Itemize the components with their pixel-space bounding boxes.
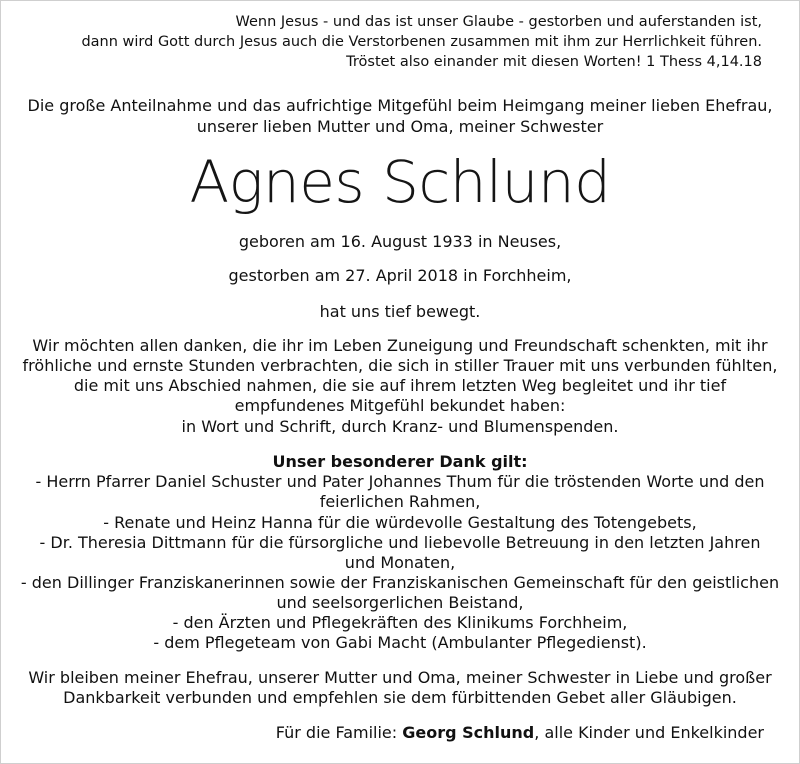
special-line-8: - den Ärzten und Pflegekräften des Klinikums Forchheim, xyxy=(172,613,628,632)
signature-prefix: Für die Familie: xyxy=(275,723,403,742)
thanks-line-2: fröhliche und ernste Stunden verbrachten, die sich in stiller Trauer mit uns verbunden fühlten, xyxy=(22,356,778,375)
closing-line-2: Dankbarkeit verbunden und empfehlen sie dem fürbittenden Gebet aller Gläubigen. xyxy=(63,688,737,707)
death-line: gestorben am 27. April 2018 in Forchheim, xyxy=(228,266,572,285)
thanks-line-5: in Wort und Schrift, durch Kranz- und Blumenspenden. xyxy=(181,417,619,436)
special-line-3: - Renate und Heinz Hanna für die würdevolle Gestaltung des Totengebets, xyxy=(103,513,697,532)
deceased-name: Agnes Schlund xyxy=(189,148,611,216)
special-line-9: - dem Pflegeteam von Gabi Macht (Ambulanter Pflegedienst). xyxy=(153,633,647,652)
closing-line-1: Wir bleiben meiner Ehefrau, unserer Mutter und Oma, meiner Schwester in Liebe und großer xyxy=(28,668,772,687)
special-thanks-heading: Unser besonderer Dank gilt: xyxy=(272,452,528,471)
signature-name: Georg Schlund xyxy=(402,723,535,742)
verse-line-1: Wenn Jesus - und das ist unser Glaube - gestorben und auferstanden ist, xyxy=(235,14,762,30)
special-line-7: und seelsorgerlichen Beistand, xyxy=(276,593,524,612)
moved-line: hat uns tief bewegt. xyxy=(319,302,481,321)
thanks-line-3: die mit uns Abschied nahmen, die sie auf ihrem letzten Weg begleitet und ihr tief xyxy=(73,376,727,395)
verse-line-3: Tröstet also einander mit diesen Worten! 1 Thess 4,14.18 xyxy=(346,54,762,70)
special-line-4: - Dr. Theresia Dittmann für die fürsorgliche und liebevolle Betreuung in den letzten Jahren xyxy=(39,533,761,552)
verse-line-2: dann wird Gott durch Jesus auch die Verstorbenen zusammen mit ihm zur Herrlichkeit führen. xyxy=(81,34,762,50)
thanks-line-4: empfundenes Mitgefühl bekundet haben: xyxy=(234,396,566,415)
special-line-6: - den Dillinger Franziskanerinnen sowie der Franziskanischen Gemeinschaft für den geistlichen xyxy=(20,573,780,592)
birth-line: geboren am 16. August 1933 in Neuses, xyxy=(238,232,562,251)
intro-line-1: Die große Anteilnahme und das aufrichtige Mitgefühl beim Heimgang meiner lieben Ehefrau, xyxy=(27,96,773,115)
signature xyxy=(276,723,764,743)
intro-line-2: unserer lieben Mutter und Oma, meiner Schwester xyxy=(196,117,604,136)
thanks-line-1: Wir möchten allen danken, die ihr im Leben Zuneigung und Freundschaft schenkten, mit ihr xyxy=(32,336,768,355)
special-line-5: und Monaten, xyxy=(344,553,456,572)
special-line-1: - Herrn Pfarrer Daniel Schuster und Pater Johannes Thum für die tröstenden Worte und den xyxy=(35,472,765,491)
special-line-2: feierlichen Rahmen, xyxy=(319,492,481,511)
signature-suffix: , alle Kinder und Enkelkinder xyxy=(534,723,764,742)
